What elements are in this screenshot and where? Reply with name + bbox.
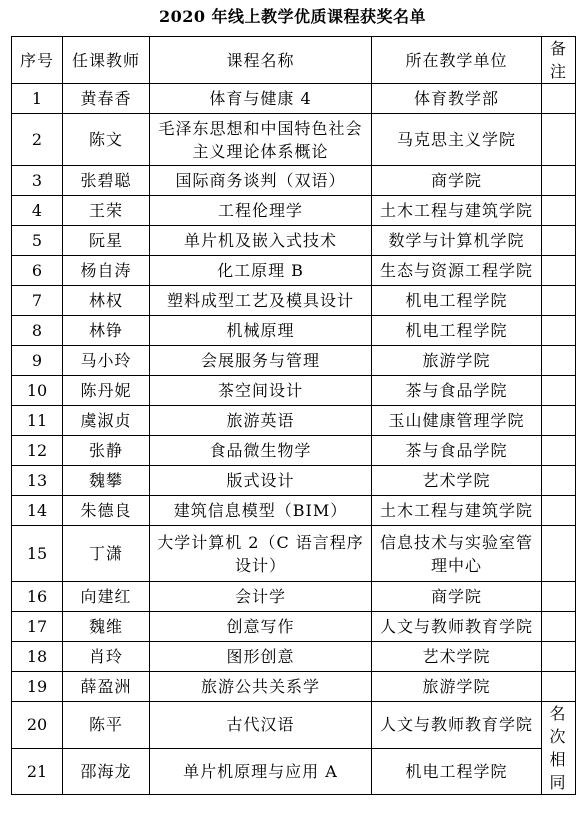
row-course: 会计学	[150, 582, 372, 612]
table-row	[12, 466, 576, 496]
row-teacher: 朱德良	[63, 496, 150, 526]
row-unit: 旅游学院	[372, 672, 542, 702]
row-no: 5	[12, 226, 63, 256]
row-unit: 信息技术与实验室管理中心	[372, 526, 542, 582]
table-row	[12, 256, 576, 286]
header-course: 课程名称	[150, 37, 372, 84]
row-course: 版式设计	[150, 466, 372, 496]
row-course: 化工原理 B	[150, 256, 372, 286]
row-no: 6	[12, 256, 63, 286]
row-unit: 体育教学部	[372, 84, 542, 114]
row-teacher: 林铮	[63, 316, 150, 346]
row-teacher: 肖玲	[63, 642, 150, 672]
row-note	[542, 496, 576, 526]
row-course: 体育与健康 4	[150, 84, 372, 114]
row-note	[542, 672, 576, 702]
row-no: 9	[12, 346, 63, 376]
row-note	[542, 436, 576, 466]
table-row	[12, 346, 576, 376]
row-teacher: 丁潇	[63, 526, 150, 582]
header-teacher: 任课教师	[63, 37, 150, 84]
row-note	[542, 346, 576, 376]
row-no: 3	[12, 166, 63, 196]
table-row	[12, 226, 576, 256]
row-teacher: 魏维	[63, 612, 150, 642]
row-no: 21	[12, 748, 63, 795]
table-row	[12, 196, 576, 226]
row-unit: 数学与计算机学院	[372, 226, 542, 256]
header-unit: 所在教学单位	[372, 37, 542, 84]
row-no: 16	[12, 582, 63, 612]
row-note	[542, 526, 576, 582]
row-unit: 机电工程学院	[372, 316, 542, 346]
row-no: 17	[12, 612, 63, 642]
row-unit: 茶与食品学院	[372, 436, 542, 466]
row-note	[542, 582, 576, 612]
row-no: 15	[12, 526, 63, 582]
row-note	[542, 642, 576, 672]
award-table	[11, 36, 576, 795]
table-row	[12, 286, 576, 316]
row-no: 4	[12, 196, 63, 226]
row-teacher: 王荣	[63, 196, 150, 226]
row-unit: 旅游学院	[372, 346, 542, 376]
row-course: 创意写作	[150, 612, 372, 642]
row-teacher: 张碧聪	[63, 166, 150, 196]
row-note	[542, 286, 576, 316]
row-teacher: 薛盈洲	[63, 672, 150, 702]
row-teacher: 陈丹妮	[63, 376, 150, 406]
table-row	[12, 496, 576, 526]
row-unit: 商学院	[372, 582, 542, 612]
row-note	[542, 376, 576, 406]
row-unit: 生态与资源工程学院	[372, 256, 542, 286]
row-no: 10	[12, 376, 63, 406]
row-no: 14	[12, 496, 63, 526]
merged-note-cell: 名次相同	[542, 702, 576, 795]
row-course: 工程伦理学	[150, 196, 372, 226]
table-row	[12, 582, 576, 612]
row-teacher: 向建红	[63, 582, 150, 612]
table-row	[12, 316, 576, 346]
row-teacher: 黄春香	[63, 84, 150, 114]
table-row	[12, 748, 576, 795]
row-unit: 马克思主义学院	[372, 114, 542, 166]
table-row	[12, 84, 576, 114]
row-teacher: 张静	[63, 436, 150, 466]
row-course: 旅游公共关系学	[150, 672, 372, 702]
row-course: 毛泽东思想和中国特色社会主义理论体系概论	[150, 114, 372, 166]
row-course: 大学计算机 2（C 语言程序设计）	[150, 526, 372, 582]
row-teacher: 马小玲	[63, 346, 150, 376]
row-course: 塑料成型工艺及模具设计	[150, 286, 372, 316]
row-note	[542, 114, 576, 166]
row-teacher: 邵海龙	[63, 748, 150, 795]
table-row	[12, 642, 576, 672]
table-row	[12, 376, 576, 406]
row-course: 图形创意	[150, 642, 372, 672]
row-teacher: 陈文	[63, 114, 150, 166]
row-no: 7	[12, 286, 63, 316]
header-note: 备注	[542, 37, 576, 84]
row-note	[542, 316, 576, 346]
row-unit: 玉山健康管理学院	[372, 406, 542, 436]
row-course: 旅游英语	[150, 406, 372, 436]
table-row	[12, 114, 576, 166]
row-unit: 机电工程学院	[372, 748, 542, 795]
row-unit: 茶与食品学院	[372, 376, 542, 406]
document-title: 2020 年线上教学优质课程获奖名单	[158, 7, 427, 26]
table-row	[12, 526, 576, 582]
row-no: 20	[12, 702, 63, 749]
table-row	[12, 166, 576, 196]
row-note	[542, 466, 576, 496]
row-course: 建筑信息模型（BIM）	[150, 496, 372, 526]
row-no: 13	[12, 466, 63, 496]
row-note	[542, 256, 576, 286]
table-row	[12, 436, 576, 466]
row-note	[542, 612, 576, 642]
row-course: 国际商务谈判（双语）	[150, 166, 372, 196]
row-course: 单片机原理与应用 A	[150, 748, 372, 795]
row-note	[542, 166, 576, 196]
row-no: 12	[12, 436, 63, 466]
row-teacher: 陈平	[63, 702, 150, 749]
row-unit: 艺术学院	[372, 642, 542, 672]
table-row	[12, 612, 576, 642]
row-teacher: 林权	[63, 286, 150, 316]
row-no: 18	[12, 642, 63, 672]
header-no: 序号	[12, 37, 63, 84]
row-course: 古代汉语	[150, 702, 372, 749]
row-teacher: 杨自涛	[63, 256, 150, 286]
header-row	[12, 37, 576, 84]
row-unit: 土木工程与建筑学院	[372, 496, 542, 526]
row-unit: 土木工程与建筑学院	[372, 196, 542, 226]
table-row	[12, 702, 576, 749]
row-unit: 艺术学院	[372, 466, 542, 496]
row-no: 2	[12, 114, 63, 166]
row-unit: 人文与教师教育学院	[372, 612, 542, 642]
row-course: 会展服务与管理	[150, 346, 372, 376]
row-course: 机械原理	[150, 316, 372, 346]
row-note	[542, 84, 576, 114]
row-no: 11	[12, 406, 63, 436]
row-unit: 机电工程学院	[372, 286, 542, 316]
row-unit: 商学院	[372, 166, 542, 196]
row-teacher: 虞淑贞	[63, 406, 150, 436]
table-row	[12, 672, 576, 702]
row-no: 19	[12, 672, 63, 702]
row-teacher: 阮星	[63, 226, 150, 256]
row-note	[542, 406, 576, 436]
table-row	[12, 406, 576, 436]
row-teacher: 魏攀	[63, 466, 150, 496]
row-course: 食品微生物学	[150, 436, 372, 466]
row-no: 1	[12, 84, 63, 114]
row-note	[542, 196, 576, 226]
row-course: 茶空间设计	[150, 376, 372, 406]
row-unit: 人文与教师教育学院	[372, 702, 542, 749]
row-note	[542, 226, 576, 256]
row-course: 单片机及嵌入式技术	[150, 226, 372, 256]
row-no: 8	[12, 316, 63, 346]
